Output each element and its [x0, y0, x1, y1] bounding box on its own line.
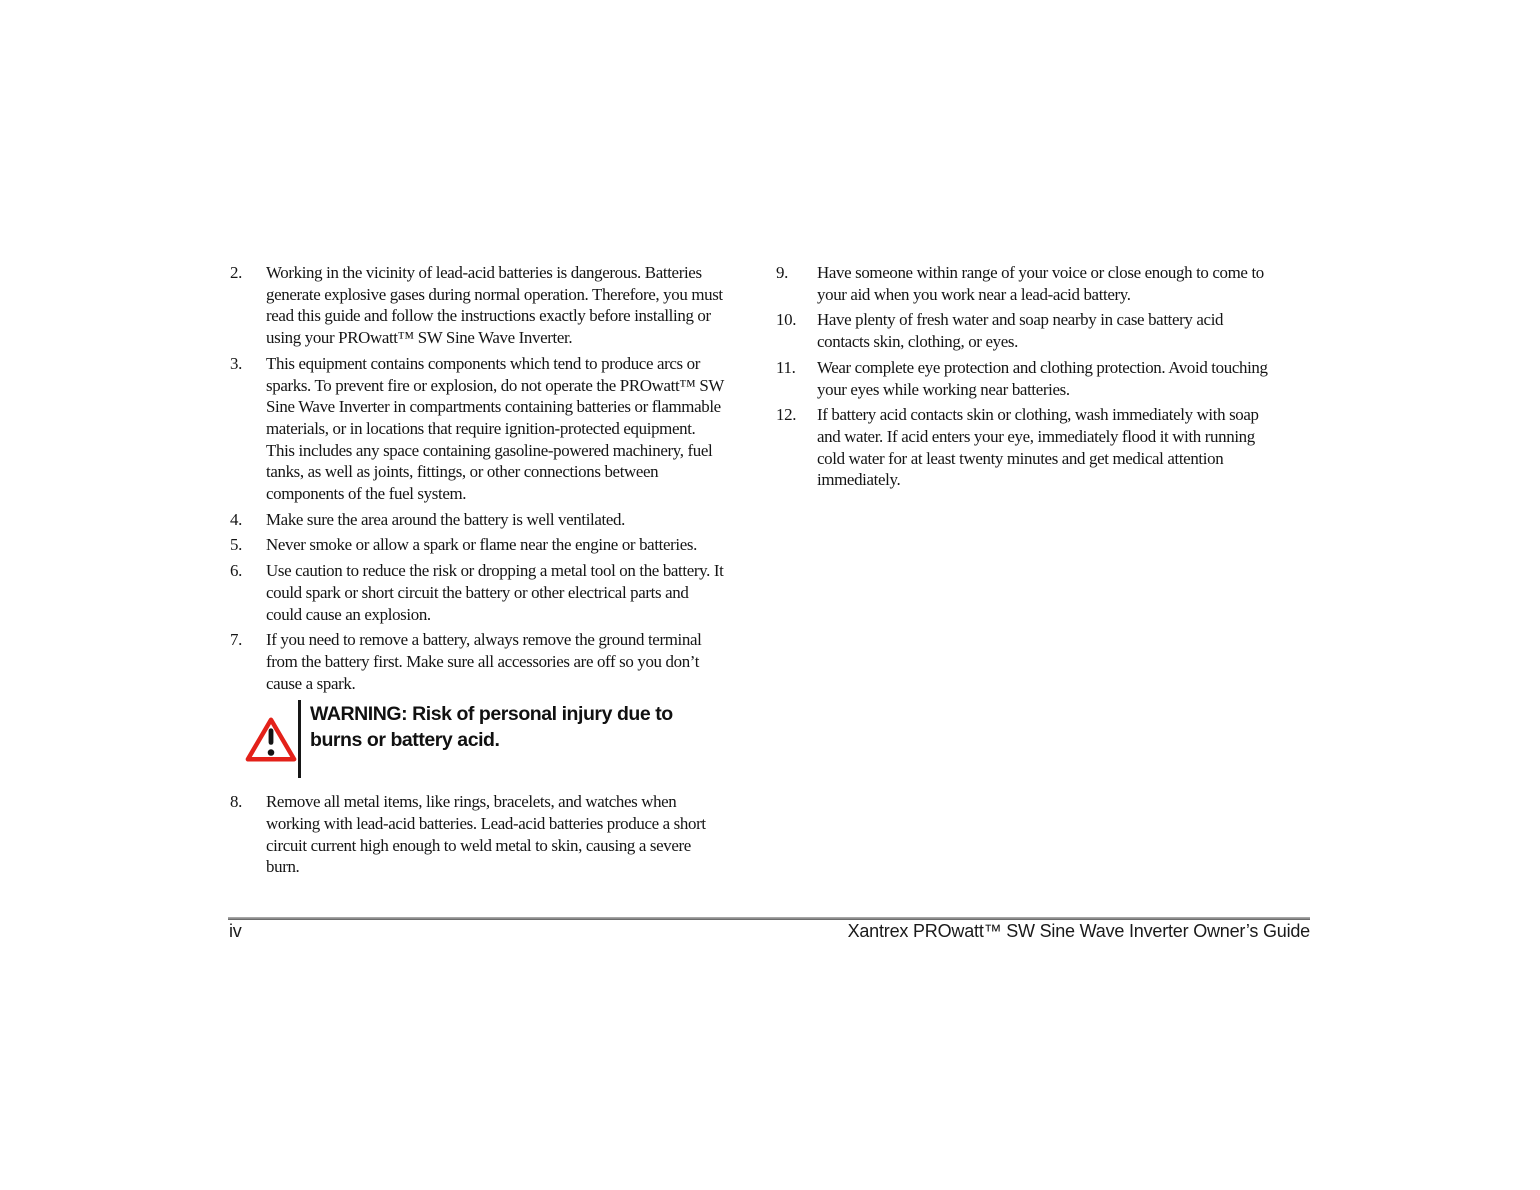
item-text: Have someone within range of your voice or close enough to come to your aid when you work near a lead-acid battery.: [817, 263, 1264, 304]
warning-text: WARNING: Risk of personal injury due to burns or battery acid.: [310, 703, 673, 752]
footer-rule: [228, 917, 1310, 920]
item-text: Make sure the area around the battery is well ventilated.: [266, 509, 626, 529]
numbered-item: [230, 353, 724, 505]
numbered-item: [230, 509, 724, 531]
item-text: Have plenty of fresh water and soap nearby in case battery acid contacts skin, clothing, or eyes.: [817, 310, 1224, 352]
warning-note: [230, 700, 724, 778]
item-number: 7.: [230, 630, 242, 650]
footer-title: Xantrex PROwatt™ SW Sine Wave Inverter Owner’s Guide: [847, 921, 1310, 941]
item-text: Remove all metal items, like rings, bracelets, and watches when working with lead-acid batteries. Lead-acid batteries produce a short circuit current high enough to weld metal to skin, causing a severe burn.: [266, 792, 706, 877]
item-number: 11.: [776, 357, 796, 377]
item-number: 6.: [230, 561, 242, 581]
item-text: If you need to remove a battery, always remove the ground terminal from the battery first. Make sure all accessories are off so you don’t cause a spark.: [266, 630, 702, 693]
item-text: If battery acid contacts skin or clothing, wash immediately with soap and water. If acid enters your eye, immediately flood it with running cold water for at least twenty minutes and get medical attention immediately.: [817, 405, 1259, 490]
page-number: iv: [229, 921, 242, 941]
item-text: Use caution to reduce the risk or dropping a metal tool on the battery. It could spark or short circuit the battery or other electrical parts and could cause an explosion.: [266, 561, 724, 624]
item-number: 3.: [230, 353, 242, 373]
numbered-item: [776, 357, 1274, 400]
item-number: 4.: [230, 509, 242, 529]
left-column: [230, 262, 724, 882]
numbered-item: [776, 262, 1274, 305]
item-text: Wear complete eye protection and clothing protection. Avoid touching your eyes while working near batteries.: [817, 357, 1268, 399]
item-number: 10.: [776, 310, 797, 330]
numbered-item: [230, 534, 724, 556]
warning-triangle-icon: [230, 700, 298, 778]
numbered-item: [776, 404, 1274, 491]
item-text: This equipment contains components which tend to produce arcs or sparks. To prevent fire or explosion, do not operate the PROwatt™ SW Sine Wave Inverter in compartments containing batteries or flammable materials, or in locations that require ignition-protected equipment. This includes any space containing gasoline-powered machinery, fuel tanks, as well as joints, fittings, or other connections between components of the fuel system.: [266, 353, 724, 504]
item-number: 5.: [230, 535, 242, 555]
item-text: Never smoke or allow a spark or flame near the engine or batteries.: [266, 535, 698, 555]
numbered-item: [230, 262, 724, 349]
right-column: [776, 262, 1274, 495]
item-number: 2.: [230, 263, 242, 282]
numbered-item: [230, 629, 724, 694]
item-number: 12.: [776, 405, 797, 425]
item-number: 8.: [230, 792, 242, 812]
item-text: Working in the vicinity of lead-acid batteries is dangerous. Batteries generate explosive gases during normal operation. Therefore, you must read this guide and follow the instructions exactly before installing or using your PROwatt™ SW Sine Wave Inverter.: [266, 263, 723, 348]
numbered-item: [230, 560, 724, 625]
numbered-item: [230, 791, 724, 878]
numbered-item: [776, 309, 1274, 352]
item-number: 9.: [776, 263, 788, 282]
